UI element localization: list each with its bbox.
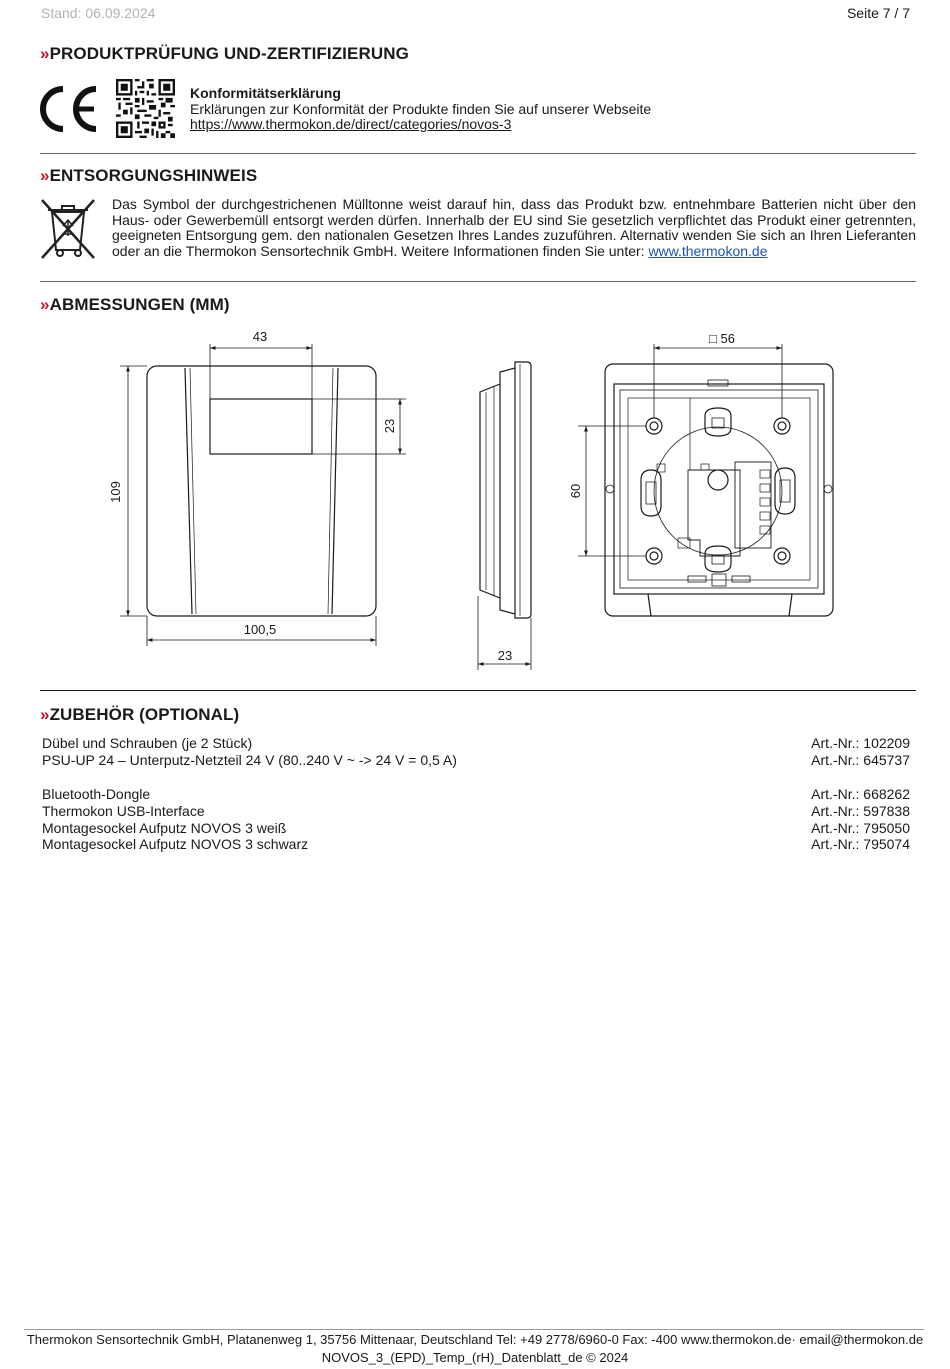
list-item bbox=[42, 735, 910, 752]
disposal-text: Das Symbol der durchgestrichenen Mülltonne weist darauf hin, dass das Produkt bzw. entnehmbare Batterien nicht über den Haus- oder Gewerbemüll entsorgt werden dürfen. Innerhalb der EU sind Sie gesetzlich verpflichtet das Produkt einer getrennten, geeigneten Entsorgung gem. den nationalen Gesetzen Ihres Landes zuzuführen. Alternativ wenden Sie sich an Ihren Lieferanten oder an die Thermokon Sensortechnik GmbH. Weitere Informationen finden Sie unter: www.thermokon.de bbox=[112, 196, 916, 259]
section-title-dimensions: »ABMESSUNGEN (MM) bbox=[40, 295, 230, 314]
conformity-heading: Konformitätserklärung bbox=[190, 85, 341, 101]
qr-code-icon[interactable] bbox=[116, 79, 175, 138]
conformity-text: Erklärungen zur Konformität der Produkte finden Sie auf unserer Webseite bbox=[190, 101, 652, 117]
document-date: Stand: 06.09.2024 bbox=[41, 5, 156, 21]
list-item bbox=[42, 836, 910, 853]
accessory-article-number: Art.-Nr.: 645737 bbox=[811, 752, 910, 768]
dim-display-height: 23 bbox=[382, 418, 397, 434]
accessory-name: Dübel und Schrauben (je 2 Stück) bbox=[42, 735, 253, 751]
dim-base-width: □ 56 bbox=[709, 331, 735, 346]
section-divider bbox=[40, 690, 916, 691]
accessory-article-number: Art.-Nr.: 795050 bbox=[811, 820, 910, 836]
accessory-name: Bluetooth-Dongle bbox=[42, 786, 151, 802]
accessory-article-number: Art.-Nr.: 668262 bbox=[811, 786, 910, 802]
dim-width: 100,5 bbox=[243, 622, 277, 637]
thermokon-website-link[interactable]: www.thermokon.de bbox=[648, 242, 768, 259]
conformity-link[interactable]: https://www.thermokon.de/direct/categories/novos-3 bbox=[190, 116, 512, 132]
section-title-accessories: »ZUBEHÖR (OPTIONAL) bbox=[40, 705, 240, 724]
list-item bbox=[42, 820, 910, 837]
dim-depth: 23 bbox=[497, 648, 513, 663]
accessory-name: PSU-UP 24 – Unterputz-Netzteil 24 V (80..240 V ~ -> 24 V = 0,5 A) bbox=[42, 752, 457, 768]
footer-divider bbox=[24, 1329, 924, 1330]
back-view bbox=[605, 364, 833, 616]
footer-company-info: Thermokon Sensortechnik GmbH, Platanenweg 1, 35756 Mittenaar, Deutschland Tel: +49 2778/6960-0 Fax: -400 www.thermokon.de· email@thermokon.de bbox=[26, 1332, 924, 1347]
front-view bbox=[147, 366, 376, 616]
dim-display-width: 43 bbox=[252, 329, 268, 344]
ce-mark-icon bbox=[36, 85, 102, 133]
section-marker: » bbox=[40, 705, 50, 724]
dim-hole-spacing: 60 bbox=[568, 483, 583, 499]
page-number: Seite 7 / 7 bbox=[846, 5, 910, 21]
section-marker: » bbox=[40, 295, 50, 314]
section-marker: » bbox=[40, 44, 50, 63]
accessory-article-number: Art.-Nr.: 102209 bbox=[811, 735, 910, 751]
list-item bbox=[42, 786, 910, 803]
list-item bbox=[42, 803, 910, 820]
section-title-certification: »PRODUKTPRÜFUNG UND-ZERTIFIZIERUNG bbox=[40, 44, 409, 63]
section-title-disposal: »ENTSORGUNGSHINWEIS bbox=[40, 166, 258, 185]
footer-document-id: NOVOS_3_(EPD)_Temp_(rH)_Datenblatt_de © 2024 bbox=[321, 1350, 629, 1365]
accessory-article-number: Art.-Nr.: 597838 bbox=[811, 803, 910, 819]
accessory-name: Montagesockel Aufputz NOVOS 3 weiß bbox=[42, 820, 287, 836]
accessory-name: Montagesockel Aufputz NOVOS 3 schwarz bbox=[42, 836, 309, 852]
crossed-bin-icon bbox=[38, 196, 98, 260]
section-marker: » bbox=[40, 166, 50, 185]
section-divider bbox=[40, 281, 916, 282]
dimension-drawing bbox=[0, 320, 950, 680]
side-view bbox=[480, 362, 531, 618]
dim-height: 109 bbox=[108, 481, 123, 503]
list-item bbox=[42, 752, 910, 769]
accessory-name: Thermokon USB-Interface bbox=[42, 803, 205, 819]
section-divider bbox=[40, 153, 916, 154]
accessory-article-number: Art.-Nr.: 795074 bbox=[811, 836, 910, 852]
